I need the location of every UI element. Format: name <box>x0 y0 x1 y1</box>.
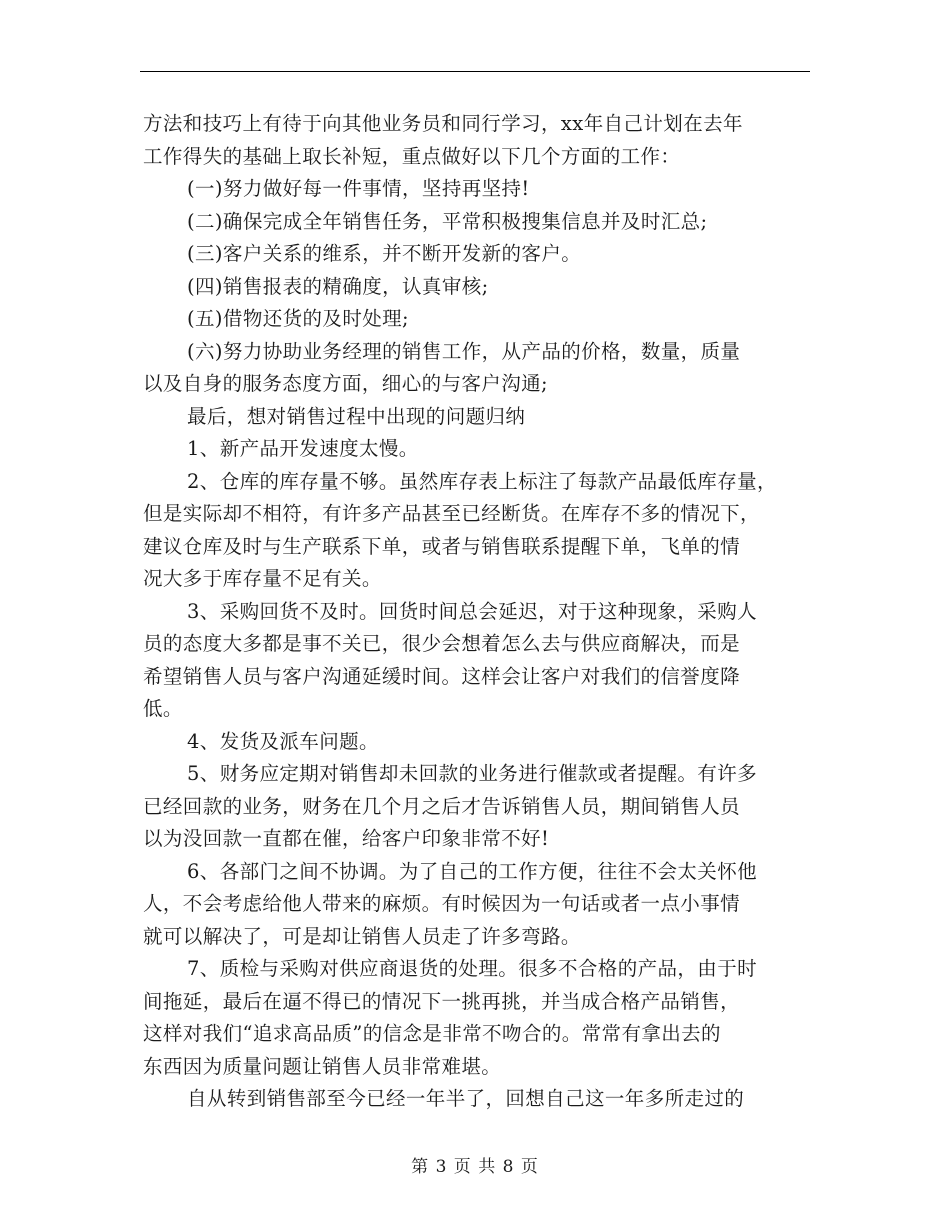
text-line: 以及自身的服务态度方面，细心的与客户沟通; <box>143 372 548 395</box>
text-line: 但是实际却不相符，有许多产品甚至已经断货。在库存不多的情况下， <box>143 502 760 525</box>
text-line: 已经回款的业务，财务在几个月之后才告诉销售人员，期间销售人员 <box>143 794 741 818</box>
text-line: 最后，想对销售过程中出现的问题归纳 <box>187 404 526 428</box>
text-line: 这样对我们“追求高品质”的信念是非常不吻合的。常常有拿出去的 <box>143 1022 721 1045</box>
text-line: 员的态度大多都是事不关已，很少会想着怎么去与供应商解决，而是 <box>143 632 741 655</box>
text-line: 工作得失的基础上取长补短，重点做好以下几个方面的工作： <box>143 144 681 168</box>
text-line: (一)努力做好每一件事情，坚持再坚持! <box>187 177 530 200</box>
header-rule <box>140 71 810 72</box>
text-line: 况大多于库存量不足有关。 <box>143 567 382 590</box>
text-line: 希望销售人员与客户沟通延缓时间。这样会让客户对我们的信誉度降 <box>143 664 741 688</box>
text-line: 间拖延，最后在逼不得已的情况下一挑再挑，并当成合格产品销售， <box>143 989 741 1013</box>
text-line: 自从转到销售部至今已经一年半了，回想自己这一年多所走过的 <box>187 1087 745 1110</box>
text-line: 方法和技巧上有待于向其他业务员和同行学习，xx年自己计划在去年 <box>143 112 743 135</box>
text-line: 以为没回款一直都在催，给客户印象非常不好! <box>143 827 550 850</box>
text-line: (六)努力协助业务经理的销售工作，从产品的价格，数量，质量 <box>187 339 741 363</box>
document-body <box>143 108 813 1116</box>
text-line: 低。 <box>143 697 183 720</box>
text-line: (四)销售报表的精确度，认真审核; <box>187 274 489 298</box>
text-line: 就可以解决了，可是却让销售人员走了许多弯路。 <box>143 924 581 948</box>
text-line: (三)客户关系的维系，并不断开发新的客户。 <box>187 242 582 265</box>
page-number: 第 3 页 共 8 页 <box>411 1157 539 1177</box>
text-line: 1、新产品开发速度太慢。 <box>187 437 419 460</box>
text-line: 建议仓库及时与生产联系下单，或者与销售联系提醒下单，飞单的情 <box>143 534 741 558</box>
text-line: (五)借物还货的及时处理; <box>187 307 409 330</box>
text-line: 人，不会考虑给他人带来的麻烦。有时候因为一句话或者一点小事情 <box>143 892 741 915</box>
text-line: 东西因为质量问题让销售人员非常难堪。 <box>143 1054 502 1078</box>
text-line: 7、质检与采购对供应商退货的处理。很多不合格的产品，由于时 <box>187 957 758 980</box>
text-line: 6、各部门之间不协调。为了自己的工作方便，往往不会太关怀他 <box>187 859 758 883</box>
text-line: (二)确保完成全年销售任务，平常积极搜集信息并及时汇总; <box>187 209 708 233</box>
text-line: 2、仓库的库存量不够。虽然库存表上标注了每款产品最低库存量， <box>187 469 777 493</box>
text-line: 3、采购回货不及时。回货时间总会延迟，对于这种现象，采购人 <box>187 599 758 623</box>
text-line: 4、发货及派车问题。 <box>187 729 379 753</box>
text-line: 5、财务应定期对销售却未回款的业务进行催款或者提醒。有许多 <box>187 762 758 785</box>
